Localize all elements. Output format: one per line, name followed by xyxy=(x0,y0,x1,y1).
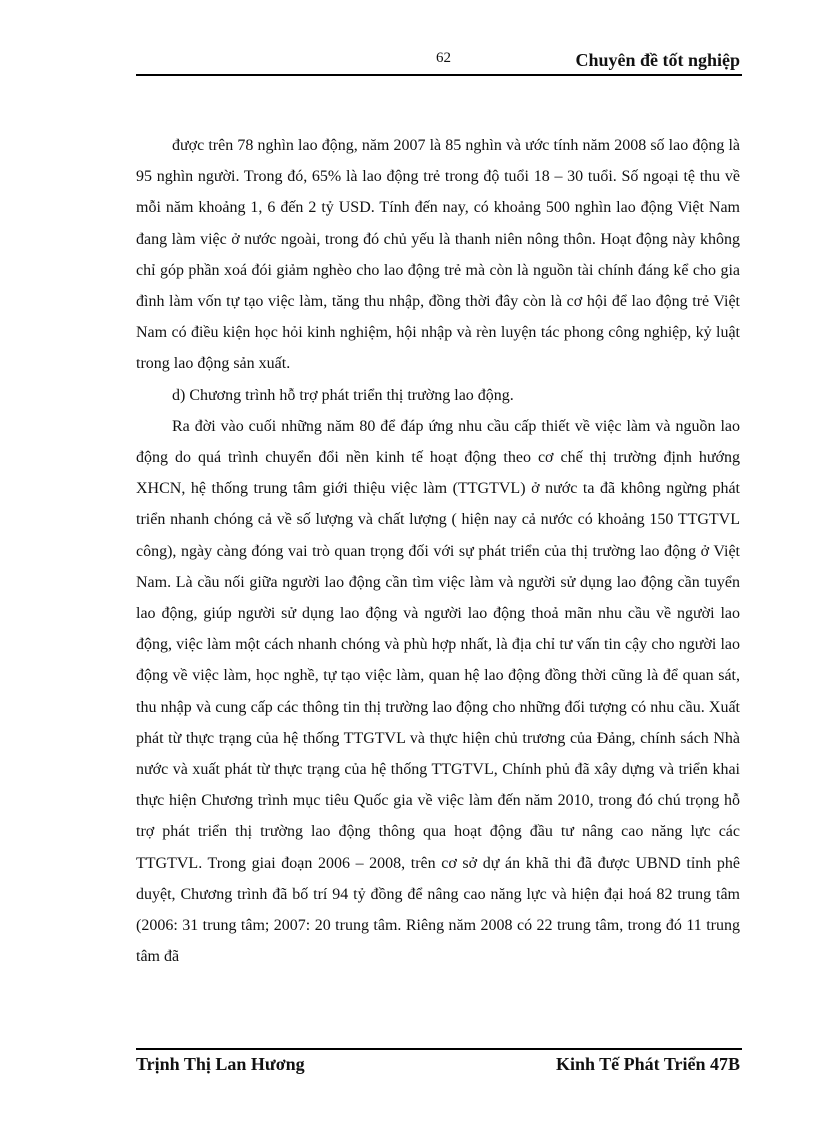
section-heading: d) Chương trình hỗ trợ phát triển thị trường lao động. xyxy=(172,386,514,404)
document-title: Chuyên đề tốt nghiệp xyxy=(575,50,740,70)
page-footer xyxy=(136,1054,742,1080)
header-divider xyxy=(136,74,742,76)
paragraph: Ra đời vào cuối những năm 80 để đáp ứng nhu cầu cấp thiết về việc làm và nguồn lao động do quá trình chuyển đổi nền kinh tế hoạt động theo cơ chế thị trường định hướng XHCN, hệ thống trung tâm giới thiệu việc làm (TTGTVL) ở nước ta đã không ngừng phát triển nhanh chóng cả về số lượng và chất lượng ( hiện nay cả nước có khoảng 150 TTGTVL công), ngày càng đóng vai trò quan trọng đối với sự phát triển của thị trường lao động ở Việt Nam. Là cầu nối giữa người lao động cần tìm việc làm và người sử dụng lao động cần tuyển lao động, giúp người sử dụng lao động và người lao động thoả mãn nhu cầu về người lao động, việc làm một cách nhanh chóng và phù hợp nhất, là địa chỉ tư vấn tin cậy cho người lao động về việc làm, học nghề, tự tạo việc làm, quan hệ lao động đồng thời cũng là để quan sát, thu nhập và cung cấp các thông tin thị trường lao động cho những đối tượng có nhu cầu. Xuất phát từ thực trạng của hệ thống TTGTVL và thực hiện chủ trương của Đảng, chính sách Nhà nước và xuất phát từ thực trạng của hệ thống TTGTVL, Chính phủ đã xây dựng và triển khai thực hiện Chương trình mục tiêu Quốc gia về việc làm đến năm 2010, trong đó chú trọng hỗ trợ phát triển thị trường lao động thông qua hoạt động đầu tư nâng cao năng lực các TTGTVL. Trong giai đoạn 2006 – 2008, trên cơ sở dự án khã thi đã được UBND tỉnh phê duyệt, Chương trình đã bố trí 94 tỷ đồng để nâng cao năng lực và hiện đại hoá 82 trung tâm (2006: 31 trung tâm; 2007: 20 trung tâm. Riêng năm 2008 có 22 trung tâm, trong đó 11 trung tâm đã xyxy=(136,417,740,966)
page-number: 62 xyxy=(436,50,451,66)
class-name: Kinh Tế Phát Triển 47B xyxy=(555,1054,740,1074)
body-text xyxy=(136,130,740,972)
author-name: Trịnh Thị Lan Hương xyxy=(136,1054,305,1074)
footer-divider xyxy=(136,1048,742,1050)
paragraph: được trên 78 nghìn lao động, năm 2007 là 85 nghìn và ước tính năm 2008 số lao động là 95 nghìn người. Trong đó, 65% là lao động trẻ trong độ tuổi 18 – 30 tuổi. Số ngoại tệ thu về mỗi năm khoảng 1, 6 đến 2 tỷ USD. Tính đến nay, có khoảng 500 nghìn lao động Việt Nam đang làm việc ở nước ngoài, trong đó chủ yếu là thanh niên nông thôn. Hoạt động này không chỉ góp phần xoá đói giảm nghèo cho lao động trẻ mà còn là nguồn tài chính đáng kể cho gia đình làm vốn tự tạo việc làm, tăng thu nhập, đồng thời đây còn là cơ hội để lao động trẻ Việt Nam có điều kiện học hỏi kinh nghiệm, hội nhập và rèn luyện tác phong công nghiệp, kỷ luật trong lao động sản xuất. xyxy=(136,137,740,373)
page-header xyxy=(136,46,742,74)
